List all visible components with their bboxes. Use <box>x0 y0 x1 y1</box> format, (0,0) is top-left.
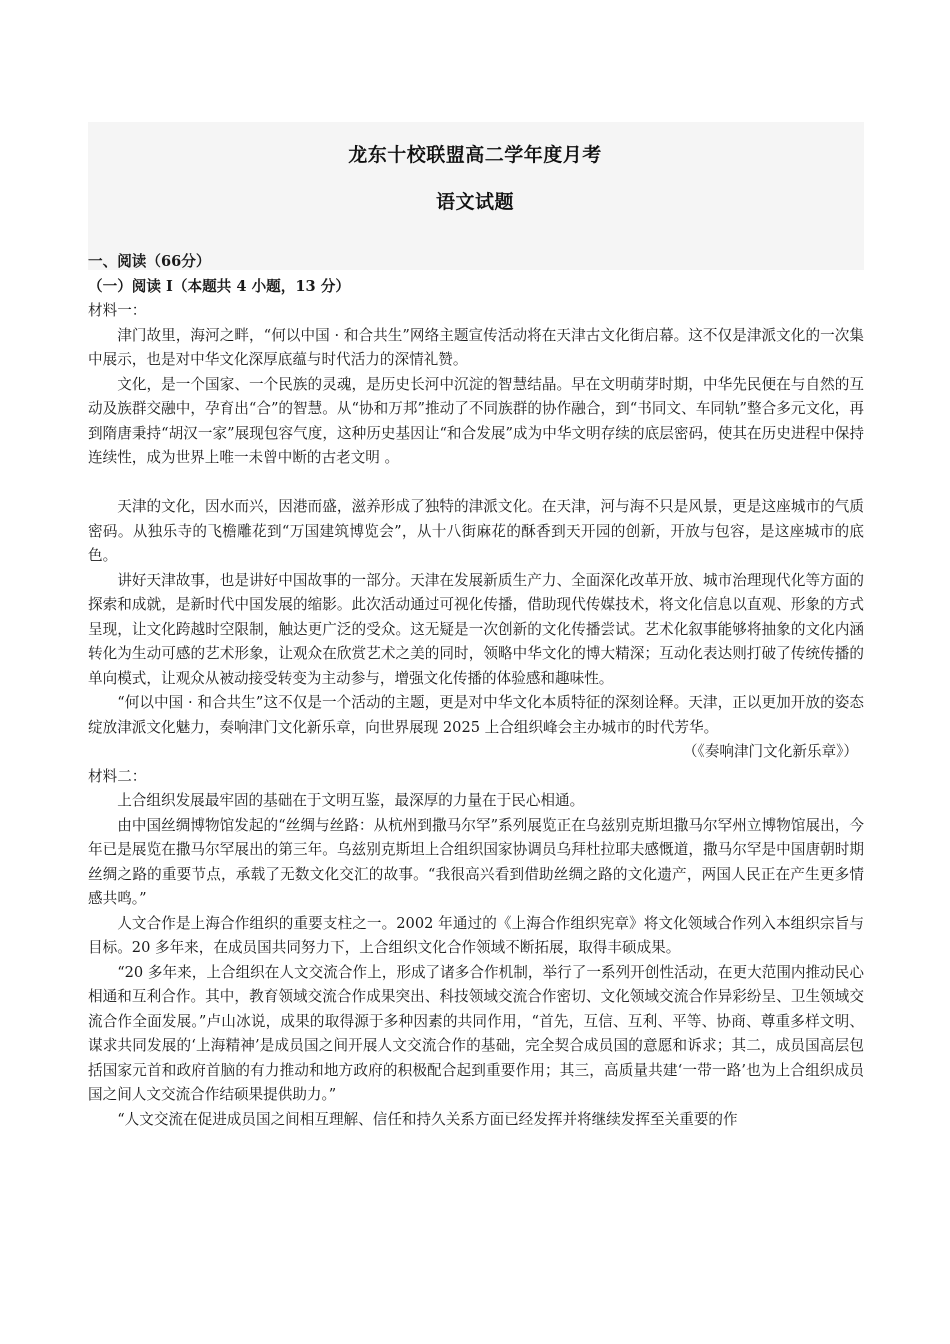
material1-paragraph-2: 文化，是一个国家、一个民族的灵魂，是历史长河中沉淀的智慧结晶。早在文明萌芽时期，中华先民便在与自然的互动及族群交融中，孕育出“合”的智慧。从“协和万邦”推动了不同族群的协作融合，到“书同文、车同轨”整合多元文化，再到隋唐秉持“胡汉一家”展现包容气度，这种历史基因让“和合发展”成为中华文明存续的底层密码，使其在历史进程中保持连续性，成为世界上唯一未曾中断的古老文明 。 <box>88 375 864 466</box>
material1-paragraph-3: 天津的文化，因水而兴，因港而盛，滋养形成了独特的津派文化。在天津，河与海不只是风景，更是这座城市的气质密码。从独乐寺的飞檐雕花到“万国建筑博览会”，从十八街麻花的酥香到天开园的创新，开放与包容，是这座城市的底色。 <box>88 498 864 564</box>
material2-paragraph-1: 上合组织发展最牢固的基础在于文明互鉴，最深厚的力量在于民心相通。 <box>117 792 585 809</box>
material1-paragraph-5: “何以中国 · 和合共生”这不仅是一个活动的主题，更是对中华文化本质特征的深刻诠释。天津，正以更加开放的姿态绽放津派文化魅力，奏响津门文化新乐章，向世界展现 2025 上合组织峰会主办城市的时代芳华。 <box>88 694 864 736</box>
material2-paragraph-2: 由中国丝绸博物馆发起的“丝绸与丝路：从杭州到撒马尔罕”系列展览正在乌兹别克斯坦撒马尔罕州立博物馆展出，今年已是展览在撒马尔罕展出的第三年。乌兹别克斯坦上合组织国家协调员乌拜杜拉耶夫感慨道，撒马尔罕是中国唐朝时期丝绸之路的重要节点，承载了无数文化交汇的故事。“我很高兴看到借助丝绸之路的文化遗产，两国人民正在产生更多情感共鸣。” <box>88 816 864 907</box>
section-subheading: （一）阅读 I（本题共 4 小题，13 分） <box>88 277 350 295</box>
material1-label: 材料一： <box>88 302 147 319</box>
document-title: 龙东十校联盟高二学年度月考 <box>348 144 602 166</box>
document-body <box>88 250 864 1132</box>
material2-paragraph-5: “人文交流在促进成员国之间相互理解、信任和持久关系方面已经发挥并将继续发挥至关重要的作 <box>117 1110 738 1128</box>
material1-paragraph-4: 讲好天津故事，也是讲好中国故事的一部分。天津在发展新质生产力、全面深化改革开放、城市治理现代化等方面的探索和成就，是新时代中国发展的缩影。此次活动通过可视化传播，借助现代传媒技术，将文化信息以直观、形象的方式呈现，让文化跨越时空限制，触达更广泛的受众。这无疑是一次创新的文化传播尝试。艺术化叙事能够将抽象的文化内涵转化为生动可感的艺术形象，让观众在欣赏艺术之美的同时，领略中华文化的博大精深；互动化表达则打破了传统传播的单向模式，让观众从被动接受转变为主动参与，增强文化传播的体验感和趣味性。 <box>88 571 864 687</box>
material1-source: （《奏响津门文化新乐章》） <box>682 743 858 760</box>
material2-label: 材料二： <box>88 767 147 785</box>
material2-paragraph-3: 人文合作是上海合作组织的重要支柱之一。2002 年通过的《上海合作组织宪章》将文化领域合作列入本组织宗旨与目标。20 多年来，在成员国共同努力下，上合组织文化合作领域不断拓展，取得丰硕成果。 <box>88 914 864 956</box>
section-heading: 一、阅读（66分） <box>88 253 211 270</box>
material2-paragraph-4: “20 多年来，上合组织在人文交流合作上，形成了诸多合作机制，举行了一系列开创性活动，在更大范围内推动民心相通和互利合作。其中，教育领域交流合作成果突出、科技领域交流合作密切、文化领域交流合作异彩纷呈、卫生领域交流合作全面发展。”卢山冰说，成果的取得源于多种因素的共同作用，“首先，互信、互利、平等、协商、尊重多样文明、谋求共同发展的‘上海精神’是成员国之间开展人文交流合作的基础，完全契合成员国的意愿和诉求；其二，成员国高层包括国家元首和政府首脑的有力推动和地方政府的积极配合起到重要作用；其三，高质量共建‘一带一路’也为上合组织成员国之间人文交流合作结硕果提供助力。” <box>88 963 864 1103</box>
material1-paragraph-1: 津门故里，海河之畔，“何以中国 · 和合共生”网络主题宣传活动将在天津古文化街启幕。这不仅是津派文化的一次集中展示，也是对中华文化深厚底蕴与时代活力的深情礼赞。 <box>88 326 864 368</box>
blank-line <box>88 471 864 496</box>
document-subtitle: 语文试题 <box>435 191 514 213</box>
